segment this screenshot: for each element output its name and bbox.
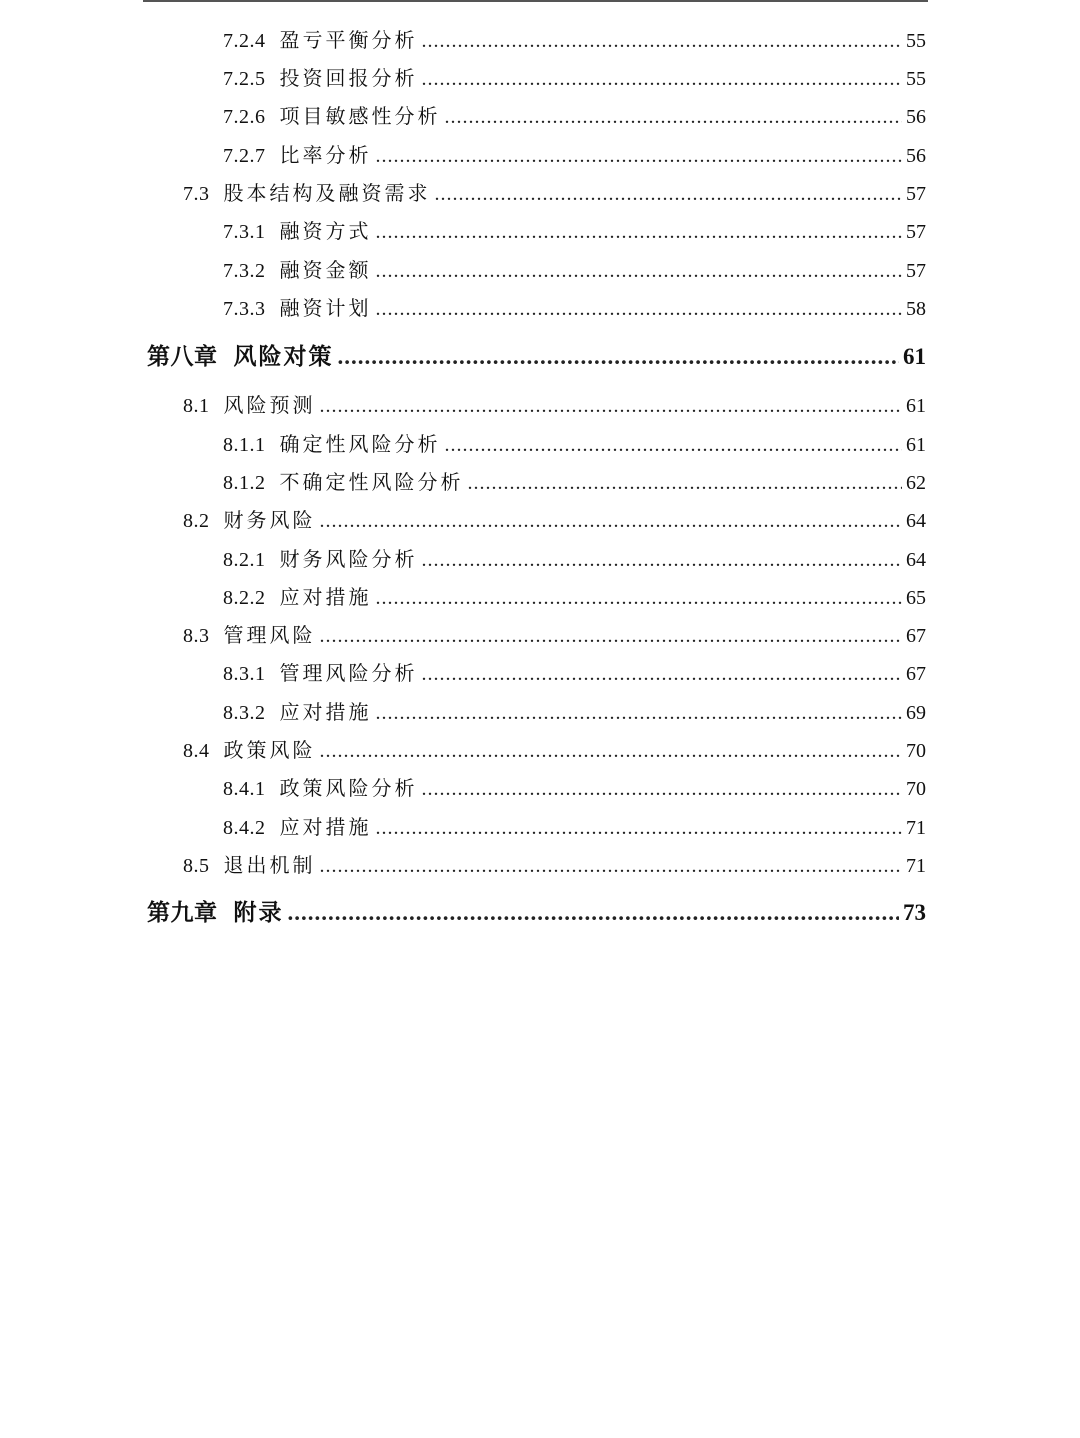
toc-entry-page: 57 (906, 183, 926, 205)
toc-entry[interactable] (223, 289, 926, 327)
toc-entry-title: 比率分析 (279, 143, 372, 167)
toc-chapter-number: 第八章 (147, 343, 218, 370)
toc-entry-page: 55 (906, 68, 926, 90)
toc-entry-title: 应对措施 (279, 585, 372, 609)
toc-chapter-page: 73 (903, 900, 926, 925)
toc-dot-leader (422, 770, 903, 808)
toc-entry[interactable] (183, 174, 926, 212)
toc-entry-number: 8.3 (183, 625, 210, 647)
toc-entry-title: 财务风险 (223, 508, 316, 532)
toc-entry-number: 8.4 (183, 740, 210, 762)
toc-entry[interactable] (223, 97, 926, 135)
toc-dot-leader (422, 655, 903, 693)
toc-entry-title: 确定性风险分析 (279, 432, 441, 456)
toc-entry-number: 8.1 (183, 395, 210, 417)
toc-chapter-page: 61 (903, 344, 926, 369)
toc-dot-leader (338, 333, 900, 381)
toc-entry-number: 8.3.1 (223, 663, 266, 685)
toc-dot-leader (376, 694, 903, 732)
toc-entry-page: 56 (906, 106, 926, 128)
toc-entry-page: 64 (906, 549, 926, 571)
toc-dot-leader (422, 22, 903, 60)
toc-entry-title: 盈亏平衡分析 (279, 28, 418, 52)
toc-entry-number: 7.2.7 (223, 145, 266, 167)
toc-entry-title: 退出机制 (223, 853, 316, 877)
toc-entry[interactable] (183, 501, 926, 539)
toc-entry-page: 57 (906, 260, 926, 282)
toc-dot-leader (376, 809, 903, 847)
toc-dot-leader (376, 290, 903, 328)
toc-entry-number: 8.1.2 (223, 472, 266, 494)
toc-dot-leader (320, 732, 903, 770)
toc-dot-leader (376, 252, 903, 290)
toc-entry-title: 投资回报分析 (279, 66, 418, 90)
toc-dot-leader (445, 426, 903, 464)
toc-entry-number: 7.3.3 (223, 298, 266, 320)
toc-entry-page: 65 (906, 587, 926, 609)
toc-entry[interactable] (223, 59, 926, 97)
toc-entry-page: 70 (906, 778, 926, 800)
toc-entry[interactable] (223, 463, 926, 501)
toc-entry-title: 应对措施 (279, 815, 372, 839)
toc-dot-leader (422, 60, 903, 98)
toc-dot-leader (320, 387, 903, 425)
toc-entry[interactable] (223, 251, 926, 289)
toc-entry-page: 64 (906, 510, 926, 532)
toc-entry-title: 政策风险分析 (279, 776, 418, 800)
toc-entry[interactable] (223, 136, 926, 174)
toc-entry-number: 8.1.1 (223, 434, 266, 456)
toc-entry-number: 7.3 (183, 183, 210, 205)
top-divider (143, 0, 928, 2)
toc-dot-leader (320, 502, 903, 540)
toc-entry-number: 8.4.1 (223, 778, 266, 800)
toc-entry[interactable] (223, 808, 926, 846)
toc-entry-page: 62 (906, 472, 926, 494)
toc-dot-leader (320, 617, 903, 655)
toc-entry-title: 项目敏感性分析 (279, 104, 441, 128)
toc-dot-leader (445, 98, 903, 136)
toc-entry-page: 61 (906, 395, 926, 417)
toc-entry[interactable] (223, 654, 926, 692)
toc-entry-number: 7.2.6 (223, 106, 266, 128)
toc-entry-number: 8.4.2 (223, 817, 266, 839)
toc-chapter-entry[interactable] (147, 333, 926, 381)
toc-entry-page: 58 (906, 298, 926, 320)
toc-entry-title: 财务风险分析 (279, 547, 418, 571)
toc-entry-number: 8.3.2 (223, 702, 266, 724)
toc-entry[interactable] (223, 693, 926, 731)
toc-entry[interactable] (183, 616, 926, 654)
toc-entry-title: 风险预测 (223, 393, 316, 417)
toc-entry-page: 71 (906, 855, 926, 877)
toc-entry-title: 股本结构及融资需求 (223, 181, 431, 205)
toc-chapter-title: 风险对策 (233, 343, 334, 370)
toc-entry[interactable] (223, 540, 926, 578)
toc-entry-title: 融资方式 (279, 219, 372, 243)
toc-entry-number: 8.2.2 (223, 587, 266, 609)
toc-entry[interactable] (223, 578, 926, 616)
toc-entry[interactable] (223, 21, 926, 59)
toc-dot-leader (468, 464, 903, 502)
toc-entry-page: 55 (906, 30, 926, 52)
toc-dot-leader (376, 213, 903, 251)
toc-entry-number: 8.2 (183, 510, 210, 532)
toc-entry-title: 融资金额 (279, 258, 372, 282)
toc-entry-number: 7.2.5 (223, 68, 266, 90)
toc-dot-leader (435, 175, 903, 213)
toc-entry-page: 70 (906, 740, 926, 762)
toc-entry-number: 7.2.4 (223, 30, 266, 52)
toc-entry-page: 67 (906, 663, 926, 685)
toc-entry[interactable] (223, 212, 926, 250)
toc-chapter-number: 第九章 (147, 899, 218, 926)
toc-dot-leader (288, 889, 900, 937)
toc-entry-page: 56 (906, 145, 926, 167)
toc-entry-number: 8.2.1 (223, 549, 266, 571)
toc-entry[interactable] (223, 769, 926, 807)
toc-entry-title: 不确定性风险分析 (279, 470, 464, 494)
toc-entry[interactable] (183, 386, 926, 424)
toc-dot-leader (376, 579, 903, 617)
toc-chapter-entry[interactable] (147, 889, 926, 937)
toc-entry-page: 67 (906, 625, 926, 647)
toc-entry-number: 7.3.2 (223, 260, 266, 282)
toc-entry-title: 管理风险 (223, 623, 316, 647)
toc-entry-title: 管理风险分析 (279, 661, 418, 685)
toc-entry[interactable] (183, 846, 926, 884)
toc-entry-title: 融资计划 (279, 296, 372, 320)
toc-entry-page: 57 (906, 221, 926, 243)
toc-entry-title: 应对措施 (279, 700, 372, 724)
toc-entry-page: 61 (906, 434, 926, 456)
toc-entry[interactable] (183, 731, 926, 769)
toc-entry[interactable] (223, 425, 926, 463)
toc-entry-page: 71 (906, 817, 926, 839)
toc-entry-number: 8.5 (183, 855, 210, 877)
toc-dot-leader (376, 137, 903, 175)
toc-entry-number: 7.3.1 (223, 221, 266, 243)
toc-entry-page: 69 (906, 702, 926, 724)
toc-dot-leader (422, 541, 903, 579)
toc-entry-title: 政策风险 (223, 738, 316, 762)
toc-chapter-title: 附录 (233, 899, 284, 926)
toc-dot-leader (320, 847, 903, 885)
